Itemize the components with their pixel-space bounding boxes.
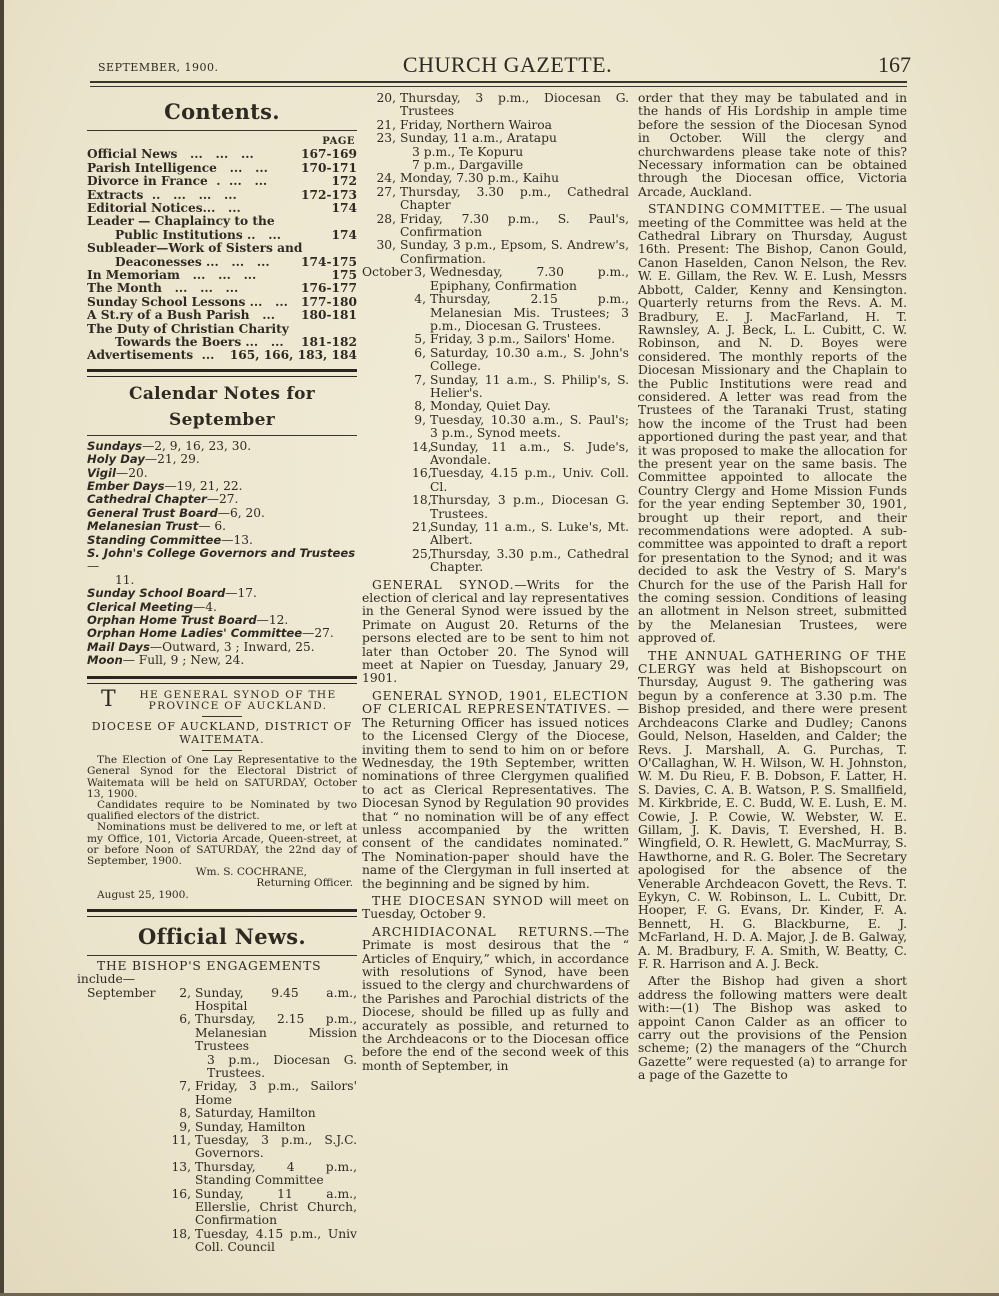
notice-paragraph: Nominations must be delivered to me, or left at my Office, 101, Victoria Arcade, Queen-street, at or before Noon of SATURDAY, the 22nd day of September, 1900.	[87, 821, 357, 867]
article-lead: THE DIOCESAN SYNOD	[372, 893, 544, 908]
engagement-item	[362, 414, 629, 441]
engagement-item	[87, 1013, 357, 1053]
divider	[87, 955, 357, 956]
engagement-item	[362, 92, 629, 119]
engagement-month	[87, 1121, 167, 1134]
contents-item	[87, 336, 357, 349]
engagement-text: Thursday, 3.30 p.m., Cathedral Chapter.	[430, 546, 629, 575]
engagement-text: Sunday, 11 a.m., Ellerslie, Christ Church, Confirmation	[195, 1186, 357, 1228]
calendar-item-label: Holy Day	[87, 452, 145, 467]
engagement-item	[87, 1107, 357, 1120]
calendar-item-dates: —2, 9, 16, 23, 30.	[142, 438, 252, 453]
engagement-month: September	[87, 985, 156, 1000]
engagement-item	[362, 213, 629, 240]
contents-item-pages: 172	[331, 174, 357, 189]
contents-item: Leader — Chaplaincy to the	[87, 214, 275, 229]
engagement-item	[362, 467, 629, 494]
header-double-rule	[90, 81, 907, 87]
articles-middle	[362, 579, 629, 1074]
engagement-month	[362, 414, 412, 441]
contents-item-title: Parish Intelligence ... ...	[87, 160, 268, 175]
engagement-item	[362, 333, 629, 346]
article-lead: STANDING COMMITTEE.	[648, 202, 827, 217]
engagement-text: Thursday, 3.30 p.m., Cathedral Chapter	[400, 184, 629, 213]
contents-item	[87, 189, 357, 202]
calendar-item-dates: —19, 21, 22.	[164, 479, 243, 494]
engagement-day: 18,	[412, 493, 432, 508]
contents-item-pages: 181-182	[301, 334, 357, 349]
article-body: order that they may be tabulated and in the hands of His Lordship in ample time before the session of the Diocesan Synod in October. Will the clergy and churchwardens please take note of this? Necessary information can be obtained through the Diocesan office, Victoria Arcade, Auckland.	[638, 91, 907, 199]
engagement-item	[87, 1161, 357, 1188]
article-paragraph	[638, 92, 907, 199]
divider	[87, 369, 357, 377]
notice-heading: T HE GENERAL SYNOD OF THE PROVINCE OF AUCKLAND.	[101, 686, 337, 712]
contents-item-title: Public Institutions .. ...	[115, 227, 281, 242]
article-lead: GENERAL SYNOD.	[372, 577, 515, 592]
engagement-text: Thursday, 2.15 p.m., Melanesian Mis. Trustees; 3 p.m., Diocesan G. Trustees.	[430, 292, 629, 333]
engagement-item	[87, 1054, 357, 1081]
calendar-item-label: Vigil	[87, 465, 116, 480]
contents-item-title: The Month ... ... ...	[87, 281, 239, 296]
engagement-month	[362, 347, 412, 374]
engagement-month	[87, 1107, 167, 1120]
contents-item-title: Divorce in France . ... ...	[87, 174, 268, 189]
engagement-day: 13,	[171, 1159, 191, 1174]
contents-item-title: Deaconesses ... ... ...	[115, 254, 270, 269]
page-edge-shadow	[0, 0, 4, 1296]
contents-item-pages: 172-173	[301, 187, 357, 202]
divider	[87, 676, 357, 684]
engagement-month	[362, 548, 412, 575]
contents-item-title: In Memoriam ... ... ...	[87, 267, 257, 282]
contents-item: The Duty of Christian Charity	[87, 321, 289, 336]
engagement-day: 23,	[376, 131, 396, 146]
contents-item	[87, 296, 357, 309]
engagement-item	[362, 347, 629, 374]
engagement-day: 3,	[414, 265, 426, 280]
calendar-item	[87, 641, 357, 654]
contents-item	[87, 269, 357, 282]
engagements-intro: THE BISHOP'S ENGAGEMENTS include—	[77, 958, 322, 987]
calendar-item-label: Moon	[87, 653, 123, 668]
divider	[87, 130, 357, 131]
engagement-item	[87, 1121, 357, 1134]
contents-page-label: PAGE	[322, 136, 355, 147]
engagement-day: 9,	[414, 412, 426, 427]
article-body: — The Returning Officer has issued notices to the Licensed Clergy of the Diocese, inviting them to send to him on or before Wednesday, the 19th September, written nominations of three Clergymen qualified to act as Clerical Representatives. The Diocesan Synod by Regulation 90 provides that “ no nomination will be of any effect unless accompanied by the written consent of the candidates nominated.” The Nomination-paper should have the name of the Clergyman in full inserted at the beginning and be signed by him.	[362, 702, 629, 891]
calendar-item-label: Clerical Meeting	[87, 599, 194, 614]
engagement-day: 8,	[414, 399, 426, 414]
calendar-item	[87, 587, 357, 600]
contents-item-title: Extracts .. ... ... ...	[87, 187, 237, 202]
engagement-day: 2,	[179, 985, 191, 1000]
engagements-list-october	[362, 266, 629, 574]
engagement-item	[362, 494, 629, 521]
engagement-day: 6,	[179, 1012, 191, 1027]
engagement-text: Sunday, 9.45 a.m., Hospital	[195, 985, 357, 1013]
calendar-item	[87, 520, 357, 533]
contents-item-title: Editorial Notices... ...	[87, 200, 241, 215]
calendar-item-dates: —Outward, 3 ; Inward, 25.	[149, 639, 315, 654]
engagement-day: 25,	[412, 546, 432, 561]
engagement-day: 21,	[376, 117, 396, 132]
article-lead: THE ANNUAL GATHERING OF THE CLERGY	[638, 648, 907, 677]
calendar-item	[87, 440, 357, 453]
article-paragraph	[362, 926, 629, 1073]
contents-item-pages: 170-171	[301, 160, 357, 175]
publication-title: CHURCH GAZETTE.	[402, 52, 613, 77]
contents-list	[87, 148, 357, 363]
calendar-item	[87, 493, 357, 506]
engagement-text: Sunday, 11 a.m., Aratapu	[400, 131, 557, 146]
page-number: 167	[878, 52, 911, 77]
calendar-item-label: Orphan Home Trust Board	[87, 613, 257, 628]
calendar-item-label: Mail Days	[87, 639, 150, 654]
engagement-item	[362, 441, 629, 468]
engagement-text: Thursday, 3 p.m., Diocesan G. Trustees.	[430, 493, 629, 521]
engagement-month	[362, 494, 412, 521]
calendar-item-label: Cathedral Chapter	[87, 492, 207, 507]
contents-item-pages: 176-177	[301, 281, 357, 296]
engagement-day: 24,	[376, 171, 396, 186]
article-lead: GENERAL SYNOD, 1901, ELECTION OF CLERICAL REPRESENTATIVES.	[362, 688, 629, 717]
engagement-month	[362, 400, 412, 413]
engagement-item	[362, 266, 629, 293]
contents-item-title: Advertisements ...	[87, 348, 215, 363]
contents-item	[87, 202, 357, 215]
contents-item-pages: 174	[331, 227, 357, 242]
engagement-text: Thursday, 2.15 p.m., Melanesian Mission Trustees	[195, 1012, 357, 1054]
notice-paragraph: Candidates require to be Nominated by two qualified electors of the district.	[87, 798, 357, 823]
engagement-month: October	[362, 265, 413, 280]
engagement-item	[362, 132, 629, 145]
calendar-item	[87, 480, 357, 493]
engagement-text: Thursday, 3 p.m., Diocesan G. Trustees	[400, 91, 629, 119]
engagement-item	[362, 186, 629, 213]
engagement-day: 27,	[376, 184, 396, 199]
engagement-month	[362, 333, 412, 346]
contents-item	[87, 256, 357, 269]
engagements-list-september-cont	[362, 92, 629, 266]
calendar-item	[87, 453, 357, 466]
contents-item	[87, 175, 357, 188]
engagement-item	[87, 987, 357, 1014]
articles-right	[638, 92, 907, 1083]
engagement-text: Sunday, 11 a.m., S. Philip's, S. Helier's.	[430, 372, 629, 400]
engagement-day	[167, 1054, 195, 1081]
divider	[87, 909, 357, 917]
divider	[202, 716, 242, 717]
calendar-item	[87, 547, 357, 587]
article-paragraph	[362, 690, 629, 891]
contents-item-pages: 177-180	[301, 294, 357, 309]
notice-date: August 25, 1900.	[97, 888, 189, 901]
calendar-item-label: Orphan Home Ladies' Committee	[87, 626, 303, 641]
engagement-month	[87, 1054, 167, 1081]
calendar-item-dates: —27.	[206, 492, 239, 507]
engagement-text: Monday, 7.30 p.m., Kaihu	[400, 171, 559, 186]
article-body: —The Primate is most desirous that the “ Articles of Enquiry,” which, in accordance with resolutions of Synod, have been issued to the clergy and churchwardens of the Parishes and Parochial districts of the Diocese, should be filled up as fully and accurately as possible, and returned to the Archdeacons or to the Diocesan office before the end of the second week of this month of September, in	[362, 924, 629, 1073]
engagement-text: 3 p.m., Te Kopuru	[412, 144, 524, 159]
engagement-text: Sunday, Hamilton	[195, 1119, 306, 1134]
official-news-title: Official News.	[138, 923, 306, 949]
article-paragraph	[638, 975, 907, 1082]
notice-signature: Wm. S. COCHRANE,	[195, 866, 307, 879]
calendar-item-dates: — Full, 9 ; New, 24.	[122, 653, 245, 668]
calendar-item-dates: —	[87, 559, 100, 574]
engagement-day: 7,	[179, 1079, 191, 1094]
engagement-text: Monday, Quiet Day.	[430, 399, 551, 414]
issue-date: SEPTEMBER, 1900.	[98, 61, 219, 74]
engagement-text: Friday, 7.30 p.m., S. Paul's, Confirmation	[400, 211, 629, 240]
calendar-item-dates: —17.	[225, 586, 257, 601]
engagement-item	[362, 172, 629, 185]
contents-item-pages: 174-175	[301, 254, 357, 269]
engagement-item	[362, 400, 629, 413]
article-lead: ARCHIDIACONAL RETURNS.	[372, 924, 594, 939]
calendar-item-label: Standing Committee	[87, 532, 222, 547]
engagement-day: 30,	[376, 238, 396, 253]
engagement-item	[362, 374, 629, 401]
calendar-list	[87, 440, 357, 668]
engagement-item	[362, 159, 629, 172]
engagement-item	[362, 293, 629, 333]
engagement-month	[362, 293, 412, 333]
engagement-day: 6,	[414, 345, 426, 360]
contents-item	[87, 229, 357, 242]
calendar-item-dates: —13.	[221, 532, 253, 547]
calendar-item	[87, 654, 357, 667]
engagement-item	[87, 1134, 357, 1161]
contents-item	[87, 349, 357, 362]
contents-item	[87, 148, 357, 161]
contents-item: Subleader—Work of Sisters and	[87, 241, 303, 256]
contents-item-pages: 175	[331, 267, 357, 282]
contents-item-pages: 174	[331, 200, 357, 215]
calendar-item	[87, 614, 357, 627]
engagement-text: Wednesday, 7.30 p.m., Epiphany, Confirmation	[430, 265, 629, 293]
engagement-text: Sunday, 3 p.m., Epsom, S. Andrew's, Confirmation.	[400, 238, 629, 266]
engagement-month	[87, 1161, 167, 1188]
contents-item-title: Sunday School Lessons ... ...	[87, 294, 288, 309]
engagement-item	[362, 521, 629, 548]
calendar-title: Calendar Notes for September	[129, 383, 315, 430]
calendar-item	[87, 601, 357, 614]
engagement-day	[362, 159, 400, 172]
contents-item-pages: 167-169	[301, 147, 357, 162]
article-body: —Writs for the election of clerical and lay representatives in the General Synod were issued by the Primate on August 20. Returns of the persons elected are to be sent to him not later than October 20. The Synod will meet at Napier on Tuesday, January 29, 1901.	[362, 577, 629, 686]
engagement-day: 16,	[412, 466, 432, 481]
calendar-item-dates-cont: 11.	[115, 572, 135, 587]
calendar-item	[87, 627, 357, 640]
engagement-day	[362, 146, 400, 159]
engagement-item	[362, 146, 629, 159]
engagement-month	[87, 1013, 167, 1053]
engagement-day: 11,	[171, 1133, 191, 1148]
engagement-day: 18,	[171, 1226, 191, 1241]
calendar-item-dates: —4.	[193, 599, 217, 614]
engagement-text: Tuesday, 4.15 p.m., Univ Coll. Council	[195, 1226, 357, 1255]
engagement-text: Friday, Northern Wairoa	[400, 117, 553, 132]
engagement-text: Sunday, 11 a.m., S. Luke's, Mt. Albert.	[430, 520, 629, 548]
engagement-day: 16,	[171, 1186, 191, 1201]
contents-item	[87, 309, 357, 322]
engagements-list-september	[87, 987, 357, 1255]
drop-cap: T	[101, 686, 117, 712]
left-column	[77, 92, 357, 1255]
calendar-item	[87, 507, 357, 520]
article-body: After the Bishop had given a short address the following matters were dealt with:—(1) The Bishop was asked to appoint Canon Calder as an officer to carry out the provisions of the Pension scheme; (2) the managers of the “Church Gazette” were requested (a) to arrange for a page of the Gazette to	[638, 974, 907, 1083]
engagement-month	[87, 1188, 167, 1228]
divider	[202, 750, 242, 751]
calendar-item-label: Ember Days	[87, 479, 165, 494]
engagement-item	[87, 1080, 357, 1107]
calendar-item-label: S. John's College Governors and Trustees	[87, 546, 356, 561]
calendar-item-dates: —20.	[116, 465, 148, 480]
contents-item	[87, 162, 357, 175]
engagement-text: 7 p.m., Dargaville	[412, 158, 524, 173]
engagement-day: 8,	[179, 1106, 191, 1121]
engagement-month	[87, 1134, 167, 1161]
contents-item-title: Towards the Boers ... ...	[115, 334, 284, 349]
article-paragraph	[638, 203, 907, 645]
engagement-item	[362, 119, 629, 132]
article-paragraph	[362, 579, 629, 686]
calendar-item-label: Sunday School Board	[87, 586, 226, 601]
engagement-text: Sunday, 11 a.m., S. Jude's, Avondale.	[430, 439, 629, 467]
engagement-month	[87, 1080, 167, 1107]
calendar-item	[87, 467, 357, 480]
engagement-day: 20,	[376, 91, 396, 105]
engagement-text: Friday, 3 p.m., Sailors' Home.	[430, 332, 616, 347]
synod-election-notice	[87, 686, 357, 901]
contents-item-pages: 165, 166, 183, 184	[229, 348, 357, 363]
notice-signature-title: Returning Officer.	[256, 877, 353, 890]
engagement-day: 7,	[414, 372, 426, 387]
calendar-item-dates: —21, 29.	[144, 452, 200, 467]
engagement-day: 5,	[414, 332, 426, 347]
engagement-day: 4,	[414, 292, 426, 307]
engagement-month	[87, 1228, 167, 1255]
engagement-item	[362, 548, 629, 575]
article-body: was held at Bishopscourt on Thursday, August 9. The gathering was begun by a conference at 3.30 p.m. The Bishop presided, and there were present Archdeacons Clarke and Dudley; Canons Gould, Nelson, Haselden, and Calder; the Revs. J. Marshall, A. G. Purchas, T. O'Callaghan, W. H. Wilson, W. H. Johnston, W. M. Du Rieu, F. B. Dobson, F. Latter, H. S. Davies, C. A. B. Watson, P. S. Smallfield, M. Kirkbride, E. C. Budd, W. E. Lush, E. M. Cowie, J. P. Cowie, W. Webster, W. E. Gillam, J. K. Davis, T. Evershed, H. B. Wingfield, O. R. Hewlett, G. MacMurray, S. Hawthorne, and R. G. Boler. The Secretary apologised for the absence of the Venerable Archdeacon Govett, the Revs. T. Eykyn, C. W. Robinson, L. L. Cubitt, Dr. Hooper, F. G. Evans, Dr. Kinder, F. A. Bennett, H. G. Blackburne, E. J. McFarland, H. D. A. Major, J. de B. Galway, A. M. Bradbury, F. A. Smith, W. Beatty, C. F. R. Harrison and A. J. Beck.	[638, 662, 907, 971]
calendar-item-dates: —27.	[302, 626, 334, 641]
running-head	[90, 52, 925, 82]
engagement-text: Saturday, 10.30 a.m., S. John's College.	[430, 345, 629, 374]
engagement-text: Thursday, 4 p.m., Standing Committee	[195, 1159, 357, 1188]
engagement-text: Tuesday, 4.15 p.m., Univ. Coll. Cl.	[430, 466, 629, 494]
divider	[87, 435, 357, 436]
engagement-day: 14,	[412, 439, 432, 454]
calendar-item-label: General Trust Board	[87, 505, 218, 520]
contents-item-pages: 180-181	[301, 308, 357, 323]
calendar-item-label: Melanesian Trust	[87, 519, 199, 534]
article-body: will meet on Tuesday, October 9.	[362, 893, 630, 922]
right-column	[638, 92, 907, 1083]
calendar-item-dates: —12.	[256, 613, 289, 628]
middle-column	[362, 92, 629, 1073]
engagement-item	[87, 1228, 357, 1255]
engagement-day: 9,	[179, 1119, 191, 1134]
calendar-item-dates: — 6.	[198, 519, 227, 534]
article-paragraph	[638, 650, 907, 972]
engagement-month	[362, 467, 412, 494]
calendar-item	[87, 534, 357, 547]
calendar-item-label: Sundays	[87, 438, 143, 453]
contents-item-title: Official News ... ... ...	[87, 147, 254, 162]
engagement-text: Tuesday, 3 p.m., S.J.C. Governors.	[195, 1133, 357, 1161]
article-paragraph	[362, 895, 629, 922]
article-body: — The usual meeting of the Committee was held at the Cathedral Library on Thursday, August 16th. Present: The Bishop, Canon Gould, Canon Haselden, Canon Nelson, the Rev. W. E. Gillam, the Rev. W. E. Lush, Messrs Abbott, Calder, Kenny and Kensington. Quarterly returns from the Revs. A. M. Bradbury, E. J. MacFarland, H. T. Rawnsley, A. J. Beck, L. L. Cubitt, C. W. Robinson, and N. D. Boyes were considered. The monthly reports of the Diocesan Missionary and the Chaplain to the Public Institutions were read and considered. A letter was read from the Trustees of the Taranaki Trust, stating how the income of the Trust had been apportioned during the past year, and that it was proposed to make the allocation for the present year on the same basis. The Committee appointed to allocate the Country Clergy and Home Mission Funds for the year ending September 30, 1901, brought up their report, and their recommendations were adopted. A sub-committee was appointed to draft a report for presentation to the Synod; and it was decided to ask the Vestry of S. Mary's Church for the use of the Parish Hall for the coming session. Conditions of leasing an allotment in Nelson street, submitted by the Melanesian Trustees, were approved of.	[638, 202, 907, 646]
contents-item-title: A St.ry of a Bush Parish ...	[87, 308, 275, 323]
engagement-month	[362, 521, 412, 548]
engagement-text: Tuesday, 10.30 a.m., S. Paul's; 3 p.m., Synod meets.	[430, 412, 629, 441]
engagement-item	[362, 239, 629, 266]
engagement-text: Saturday, Hamilton	[195, 1106, 316, 1121]
engagement-month	[362, 441, 412, 468]
engagement-item	[87, 1188, 357, 1228]
engagement-text: 3 p.m., Diocesan G. Trustees.	[207, 1052, 357, 1080]
engagement-day: 28,	[376, 211, 396, 226]
notice-paragraph: The Election of One Lay Representative to the General Synod for the Electoral District of Waitemata will be held on SATURDAY, October 13, 1900.	[87, 754, 357, 800]
calendar-item-dates: —6, 20.	[217, 505, 265, 520]
contents-item	[87, 282, 357, 295]
engagement-month	[362, 374, 412, 401]
notice-subheading: DIOCESE OF AUCKLAND, DISTRICT OF WAITEMATA.	[91, 720, 353, 746]
contents-title: Contents.	[164, 99, 280, 124]
engagement-text: Friday, 3 p.m., Sailors' Home	[195, 1079, 357, 1107]
engagement-day: 21,	[412, 520, 432, 534]
